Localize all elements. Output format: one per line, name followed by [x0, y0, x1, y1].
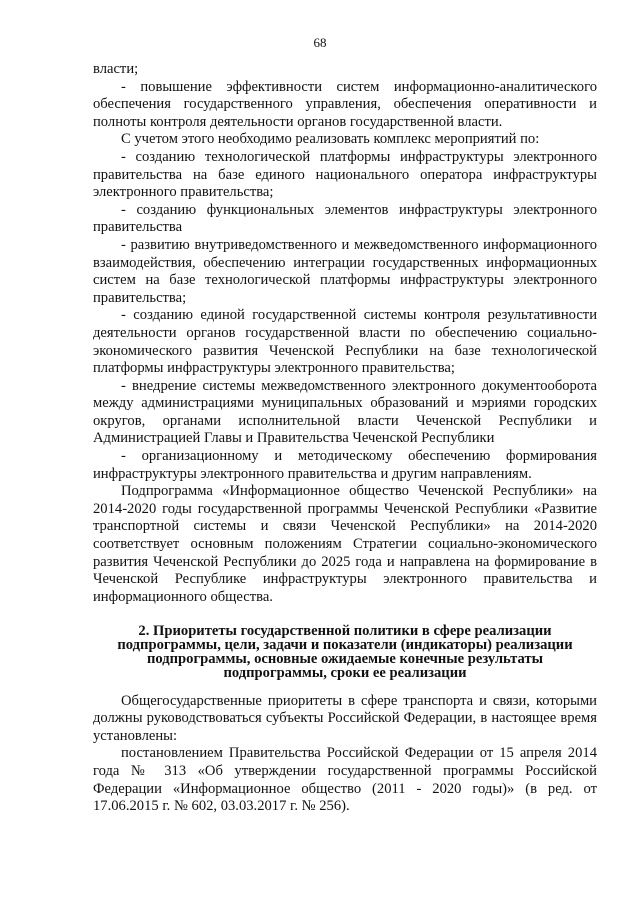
document-body: [93, 61, 597, 816]
section-heading: 2. Приоритеты государственной политики в сфере реализации подпрограммы, цели, задачи и показатели (индикаторы) реализации подпрограммы, основные ожидаемые конечные результаты подпрограммы, сроки ее реализации: [117, 623, 573, 681]
paragraph: - организационному и методическому обеспечению формирования инфраструктуры электронного правительства и другим направлениям.: [93, 448, 597, 482]
paragraph: - созданию технологической платформы инфраструктуры электронного правительства на базе единого национального оператора инфраструктуры электронного правительства;: [93, 148, 597, 201]
paragraph: власти;: [93, 61, 139, 77]
paragraph: - повышение эффективности систем информационно-аналитического обеспечения государственного управления, обеспечения оперативности и полноты контроля деятельности органов государственной власти.: [93, 78, 597, 130]
paragraph: С учетом этого необходимо реализовать комплекс мероприятий по:: [121, 131, 540, 148]
body-section-bottom: [93, 693, 597, 816]
paragraph: постановлением Правительства Российской Федерации от 15 апреля 2014 года № 313 «Об утверждении государственной программы Российской Федерации «Информационное общество (2011 - 2020 годы)» (в ред. от 17.06.2015 г. № 602, 03.03.2017 г. № 256).: [93, 745, 597, 815]
page-number: 68: [313, 35, 327, 50]
paragraph: Общегосударственные приоритеты в сфере транспорта и связи, которыми должны руководствоваться субъекты Российской Федерации, в настоящее время установлены:: [93, 692, 597, 744]
paragraph: - созданию функциональных элементов инфраструктуры электронного правительства: [93, 201, 597, 236]
paragraph: Подпрограмма «Информационное общество Чеченской Республики» на 2014-2020 годы государственной программы Чеченской Республики «Развитие транспортной системы и связи Чеченской Республики» на 2014-2020 соответствует основным положениям Стратегии социально-экономического развития Чеченской Республики до 2025 года и направлена на формирование в Чеченской Республике инфраструктуры электронного правительства и информационного общества.: [93, 483, 597, 605]
paragraph: - созданию единой государственной системы контроля результативности деятельности органов государственной власти по обеспечению социально-экономического развития Чеченской Республики на базе технологической платформы инфраструктуры электронного правительства;: [93, 307, 597, 377]
body-section-top: [93, 61, 597, 606]
paragraph: - развитию внутриведомственного и межведомственного информационного взаимодействия, обеспечению интеграции государственных информационных систем на базе технологической платформы инфраструктуры электронного правительства;: [93, 236, 597, 306]
paragraph: - внедрение системы межведомственного электронного документооборота между администрациями муниципальных образований и мэриями городских округов, органами исполнительной власти Чеченской Республики и Администрацией Главы и Правительства Чеченской Республики: [93, 377, 597, 447]
